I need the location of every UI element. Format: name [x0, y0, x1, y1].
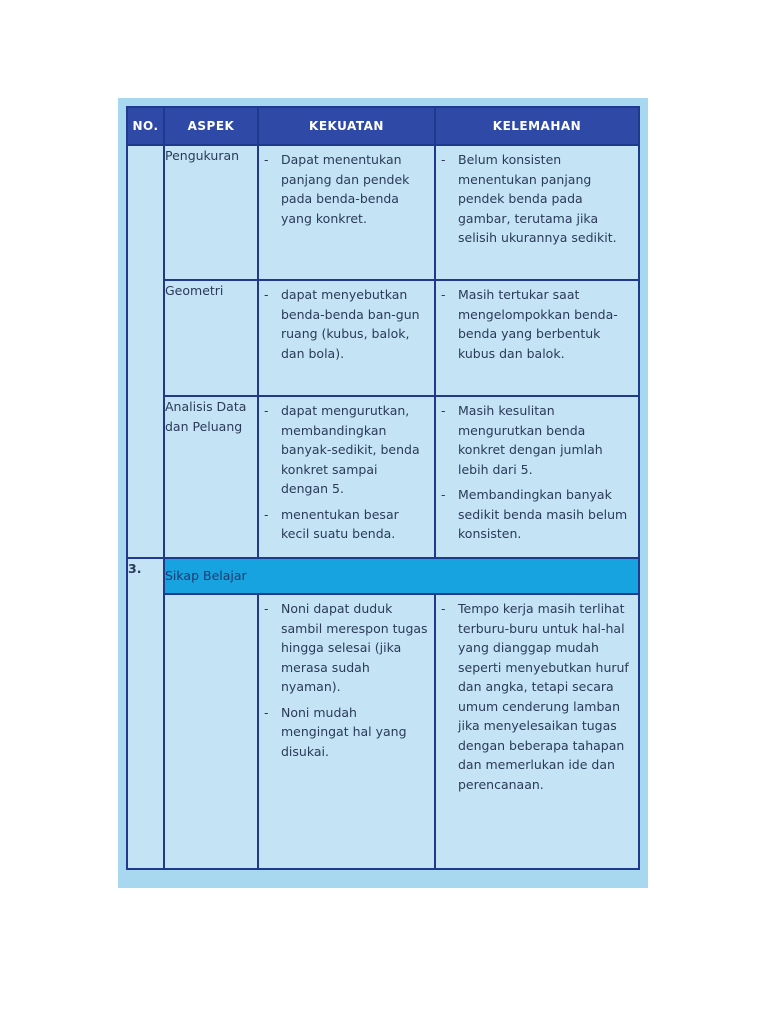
- table-row: [127, 280, 639, 396]
- kekuatan-cell: [258, 280, 435, 396]
- section-number: 3.: [127, 558, 164, 869]
- aspect-cell: Geometri: [164, 280, 258, 396]
- kekuatan-cell: [258, 145, 435, 280]
- table-row: [127, 145, 639, 280]
- header-aspek: ASPEK: [164, 107, 258, 145]
- list-item: - Noni dapat duduk sambil merespon tugas hingga selesai (jika merasa sudah nyaman).: [264, 601, 428, 694]
- aspect-cell: [164, 594, 258, 869]
- table-row: [127, 594, 639, 869]
- no-cell: [127, 145, 164, 558]
- list-item: - Masih kesulitan mengurutkan benda konkret dengan jumlah lebih dari 5.: [441, 403, 603, 477]
- kelemahan-cell: [435, 280, 639, 396]
- assessment-table: [126, 106, 640, 870]
- aspect-cell: Analisis Data dan Peluang: [164, 396, 258, 558]
- list-item: - Belum konsisten menentukan panjang pendek benda pada gambar, terutama jika selisih ukurannya sedikit.: [441, 152, 617, 245]
- header-row: [127, 107, 639, 145]
- table-row: [127, 396, 639, 558]
- list-item: - Noni mudah mengingat hal yang disukai.: [264, 704, 407, 759]
- list-item: - Tempo kerja masih terlihat terburu-buru untuk hal-hal yang dianggap mudah seperti menyebutkan huruf dan angka, tetapi secara umum cenderung lamban jika menyelesaikan tugas dengan beberapa tahapan dan memerlukan ide dan perencanaan.: [441, 601, 629, 792]
- kelemahan-cell: [435, 594, 639, 869]
- list-item: - menentukan besar kecil suatu benda.: [264, 506, 399, 541]
- list-item: - Dapat menentukan panjang dan pendek pada benda-benda yang konkret.: [264, 152, 410, 226]
- section-row: [127, 558, 639, 594]
- list-item: - dapat mengurutkan, membandingkan banyak-sedikit, benda konkret sampai dengan 5.: [264, 403, 420, 496]
- header-kelemahan: KELEMAHAN: [435, 107, 639, 145]
- section-title: Sikap Belajar: [164, 558, 639, 594]
- kekuatan-cell: [258, 396, 435, 558]
- kelemahan-cell: [435, 396, 639, 558]
- list-item: - Masih tertukar saat mengelompokkan benda-benda yang berbentuk kubus dan balok.: [441, 287, 618, 361]
- kekuatan-cell: [258, 594, 435, 869]
- header-no: NO.: [127, 107, 164, 145]
- aspect-cell: Pengukuran: [164, 145, 258, 280]
- header-kekuatan: KEKUATAN: [258, 107, 435, 145]
- kelemahan-cell: [435, 145, 639, 280]
- list-item: - dapat menyebutkan benda-benda ban-gun ruang (kubus, balok, dan bola).: [264, 287, 420, 361]
- list-item: - Membandingkan banyak sedikit benda masih belum konsisten.: [441, 487, 628, 541]
